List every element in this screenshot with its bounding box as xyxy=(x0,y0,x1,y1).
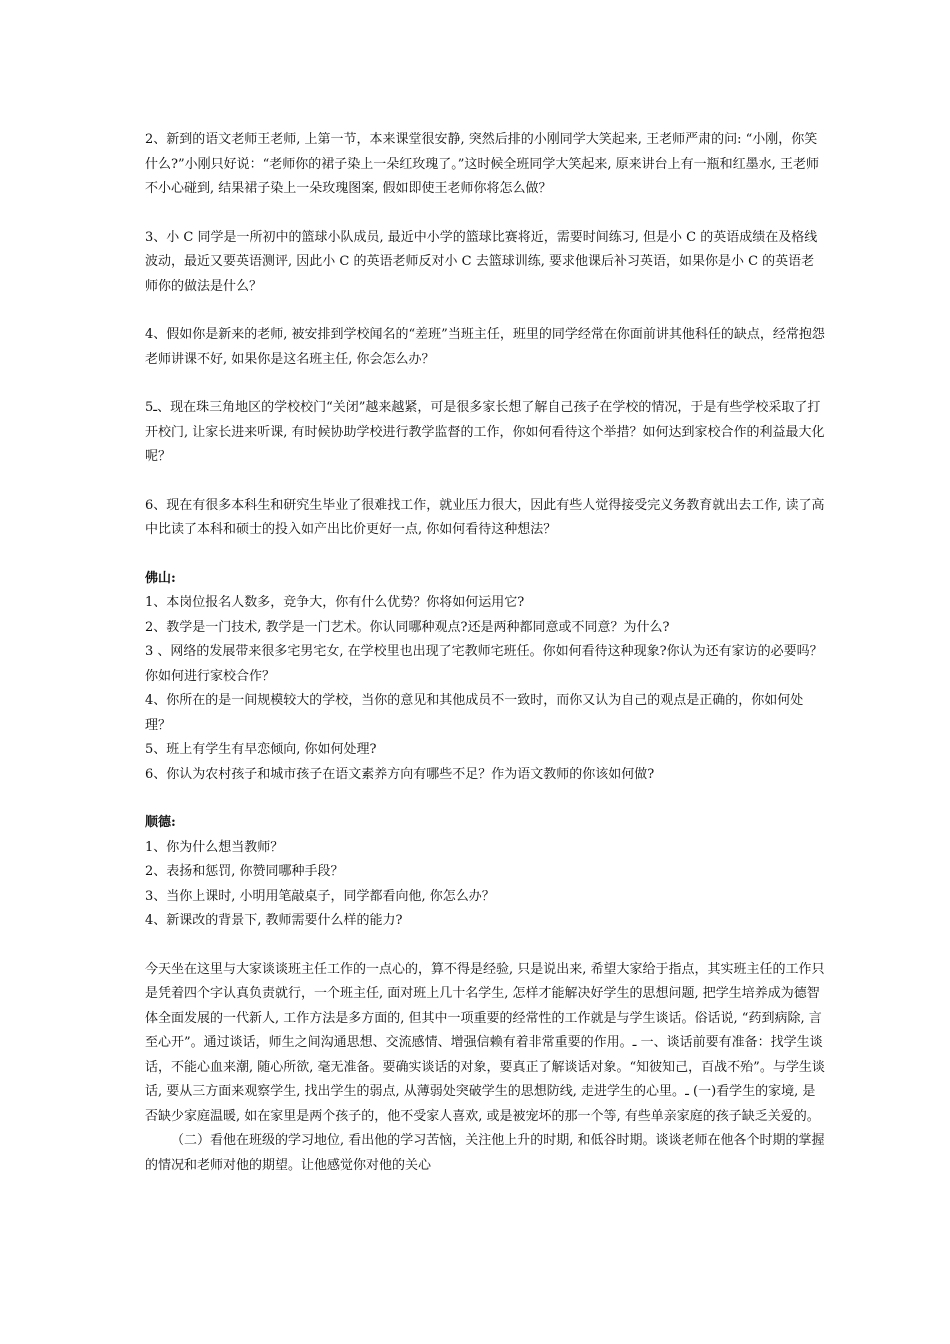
class-teacher-essay xyxy=(145,958,825,1179)
shunde-question: 1、你为什么想当教师？ xyxy=(145,839,284,855)
question-text: 2、新到的语文老师王老师, 上第一节，本来课堂很安静, 突然后排的小刚同学大笑起来, 王老师严肃的问: “小刚，你笑什么?”小刚只好说：“老师你的裙子染上一朵红玫瑰了。”这时候全班同学大笑起来, 原来讲台上有一瓶和红墨水, 王老师不小心碰到, 结果裙子染上一朵玫瑰图案, 假如即使王老师你将怎么做？ xyxy=(145,132,819,196)
foshan-question: 2、教学是一门技术, 教学是一门艺术。你认同哪种观点?还是两种都同意或不同意？为什么? xyxy=(145,619,670,635)
foshan-section xyxy=(145,567,825,788)
shunde-section xyxy=(145,811,825,934)
essay-paragraph: 今天坐在这里与大家谈谈班主任工作的一点心的，算不得是经验, 只是说出来, 希望大家给于指点，其实班主任的工作只是凭着四个字认真负责就行，一个班主任, 面对班上几十名学生, 怎样才能解决好学生的思想问题, 把学生培养成为德智体全面发展的一代新人, 工作方法是多方面的, 但其中一项重要的经常性的工作就是与学生谈话。俗话说, “药到病除, 言至心开”。通过谈话，师生之间沟通思想、交流感情、增强信赖有着非常重要的作用。ـ 一、谈话前要有准备：找学生谈话，不能心血来潮, 随心所欲, 毫无准备。要确实谈话的对象，要真正了解谈话对象。“知彼知己，百战不殆”。与学生谈话, 要从三方面来观察学生, 找出学生的弱点, 从薄弱处突破学生的思想防线, 走进学生的心里。ـ (一)看学生的家境, 是否缺少家庭温暖, 如在家里是两个孩子的，他不受家人喜欢, 或是被宠坏的那一个等, 有些单亲家庭的孩子缺乏关爱的。 xyxy=(145,961,825,1124)
question-text: 6、现在有很多本科生和研究生毕业了很难找工作，就业压力很大，因此有些人觉得接受完义务教育就出去工作, 读了高中比读了本科和硕士的投入如产出比价更好一点, 你如何看待这种想法？ xyxy=(145,497,825,537)
question-paragraph-2 xyxy=(145,128,825,202)
shunde-question: 2、表扬和惩罚, 你赞同哪种手段？ xyxy=(145,864,344,879)
foshan-question: 4、你所在的是一间规模较大的学校，当你的意见和其他成员不一致时，而你又认为自己的观点是正确的，你如何处理？ xyxy=(145,693,804,733)
question-paragraph-4 xyxy=(145,323,825,372)
essay-paragraph: （二）看他在班级的学习地位, 看出他的学习苦恼，关注他上升的时期, 和低谷时期。谈谈老师在他各个时期的掌握的情况和老师对他的期望。让他感觉你对他的关心 xyxy=(145,1133,825,1173)
question-text: 3、小 C 同学是一所初中的篮球小队成员, 最近中小学的篮球比赛将近，需要时间练习, 但是小 C 的英语成绩在及格线波动，最近又要英语测评, 因此小 C 的英语老师反对小 C 去篮球训练, 要求他课后补习英语，如果你是小 C 的英语老师你的做法是什么？ xyxy=(145,229,818,294)
document-body xyxy=(145,128,825,1178)
foshan-question: 3 、网络的发展带来很多宅男宅女, 在学校里也出现了宅教师宅班任。你如何看待这种现象?你认为还有家访的必要吗？你如何进行家校合作？ xyxy=(145,644,823,684)
foshan-question: 5、班上有学生有早恋倾向, 你如何处理? xyxy=(145,742,377,757)
section-title-foshan: 佛山: xyxy=(145,570,176,586)
question-paragraph-5 xyxy=(145,396,825,470)
foshan-question: 6、你认为农村孩子和城市孩子在语文素养方向有哪些不足？作为语文教师的你该如何做? xyxy=(145,766,655,782)
shunde-question: 3、当你上课时, 小明用笔敲桌子，同学都看向他, 你怎么办？ xyxy=(145,888,495,904)
shunde-question: 4、新课改的背景下, 教师需要什么样的能力? xyxy=(145,913,403,928)
section-title-shunde: 顺德: xyxy=(145,815,176,830)
question-text: 4、假如你是新来的老师, 被安排到学校闻名的“差班”当班主任，班里的同学经常在你面前讲其他科任的缺点，经常抱怨老师讲课不好, 如果你是这名班主任, 你会怎么办？ xyxy=(145,327,825,367)
question-paragraph-3 xyxy=(145,226,825,300)
question-paragraph-6 xyxy=(145,494,825,543)
foshan-question: 1、本岗位报名人数多，竞争大，你有什么优势？你将如何运用它? xyxy=(145,595,525,610)
question-text: 5ـ、现在珠三角地区的学校校门“关闭”越来越紧，可是很多家长想了解自己孩子在学校的情况，于是有些学校采取了打开校门, 让家长进来听课, 有时候协助学校进行教学监督的工作，你如何看待这个举措？如何达到家校合作的利益最大化呢？ xyxy=(145,400,825,464)
